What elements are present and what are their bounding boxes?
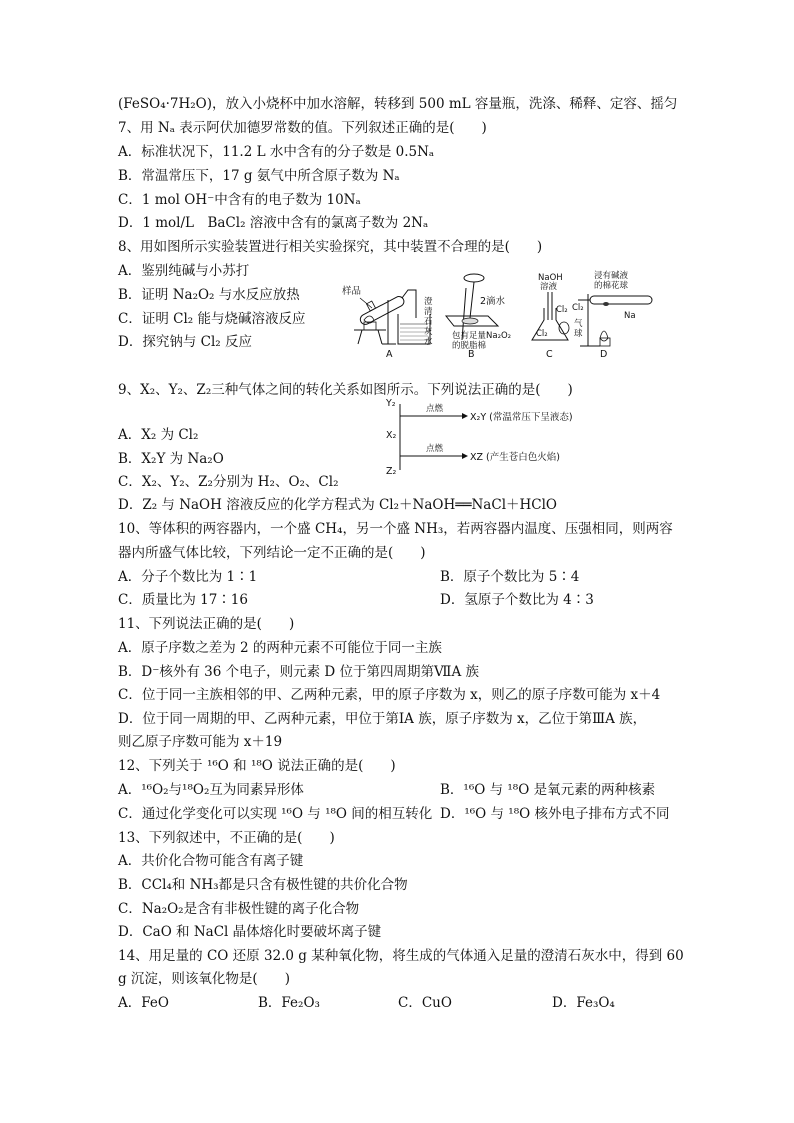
label-two-drops: 2滴水 <box>480 296 506 307</box>
q14-option-a: A．FeO <box>118 995 169 1011</box>
q7-option-a: A．标准状况下，11.2 L 水中含有的分子数是 0.5Nₐ <box>118 144 435 160</box>
apparatus-d <box>572 270 652 360</box>
q11-option-a: A．原子序数之差为 2 的两种元素不可能位于同一主族 <box>118 640 442 656</box>
q12-option-b: B．¹⁶O 与 ¹⁸O 是氧元素的两种核素 <box>440 782 656 798</box>
label-cl2-flask: Cl₂ <box>536 329 548 339</box>
apparatus-a <box>342 285 433 360</box>
q12-option-d: D．¹⁶O 与 ¹⁸O 核外电子排布方式不同 <box>440 806 670 822</box>
q13-stem: 13、下列叙述中，不正确的是( ) <box>118 830 335 846</box>
label-naoh-1: NaOH <box>538 273 563 283</box>
q9-option-b: B．X₂Y 为 Na₂O <box>118 451 224 467</box>
q9-conversion-diagram <box>386 396 626 478</box>
label-alkali-1: 浸有碱液 <box>594 271 629 281</box>
label-cotton-2: 的脱脂棉 <box>452 341 487 351</box>
label-y2: Y₂ <box>386 398 396 409</box>
label-balloon-2: 球 <box>574 329 583 339</box>
q11-option-b: B．D⁻核外有 36 个电子，则元素 D 位于第四周期第ⅦA 族 <box>118 664 479 680</box>
q8-stem: 8、用如图所示实验装置进行相关实验探究，其中装置不合理的是( ) <box>118 239 543 255</box>
q13-option-d: D．CaO 和 NaCl 晶体熔化时要破坏离子键 <box>118 924 382 940</box>
q13-option-b: B．CCl₄和 NH₃都是只含有极性键的共价化合物 <box>118 877 408 893</box>
label-x2: X₂ <box>386 430 397 441</box>
label-ignite-2: 点燃 <box>426 444 444 454</box>
label-cotton-1: 包有足量Na₂O₂ <box>452 331 512 341</box>
label-lime-2: 清 <box>424 307 433 317</box>
q9-option-c: C．X₂、Y₂、Z₂分别为 H₂、O₂、Cl₂ <box>118 474 339 490</box>
label-lime-3: 石 <box>424 317 433 327</box>
label-b: B <box>468 349 475 360</box>
q12-stem: 12、下列关于 ¹⁶O 和 ¹⁸O 说法正确的是( ) <box>118 758 396 774</box>
label-a: A <box>386 349 393 360</box>
label-lime-4: 灰 <box>424 327 433 337</box>
q11-stem: 11、下列说法正确的是( ) <box>118 616 295 632</box>
label-balloon-1: 气 <box>574 319 583 329</box>
label-c: C <box>546 349 553 360</box>
q8-option-b: B．证明 Na₂O₂ 与水反应放热 <box>118 287 300 303</box>
q12-option-c: C．通过化学变化可以实现 ¹⁶O 与 ¹⁸O 间的相互转化 <box>118 806 433 822</box>
q8-apparatus-figure <box>338 268 658 360</box>
q14-option-d: D．Fe₃O₄ <box>552 995 615 1011</box>
label-alkali-2: 的棉花球 <box>594 281 629 291</box>
label-lime-1: 澄 <box>424 297 433 307</box>
q12-option-a: A．¹⁶O₂与¹⁸O₂互为同素异形体 <box>118 782 304 798</box>
label-cl2-c: Cl₂ <box>556 305 568 315</box>
q14-stem-1: 14、用足量的 CO 还原 32.0 g 某种氧化物，将生成的气体通入足量的澄清石灰水中，得到 60 <box>118 948 684 964</box>
q10-option-a: A．分子个数比为 1∶1 <box>118 569 258 585</box>
q10-option-c: C．质量比为 17∶16 <box>118 592 248 608</box>
q11-option-d-2: 则乙原子序数可能为 x＋19 <box>118 734 283 750</box>
top-line: (FeSO₄·7H₂O)，放入小烧杯中加水溶解，转移到 500 mL 容量瓶，洗涤、稀释、定容、摇匀 <box>118 96 678 112</box>
q10-option-d: D．氢原子个数比为 4∶3 <box>440 592 594 608</box>
q7-option-c: C．1 mol OH⁻中含有的电子数为 10Nₐ <box>118 192 361 208</box>
q7-option-b: B．常温常压下，17 g 氨气中所含原子数为 Nₐ <box>118 168 400 184</box>
label-product-2: XZ (产生苍白色火焰) <box>470 452 560 463</box>
label-z2: Z₂ <box>386 466 397 477</box>
label-lime-5: 水 <box>424 337 433 347</box>
q7-stem: 7、用 Nₐ 表示阿伏加德罗常数的值。下列叙述正确的是( ) <box>118 120 487 136</box>
q7-option-d: D．1 mol/L BaCl₂ 溶液中含有的氯离子数为 2Nₐ <box>118 215 429 231</box>
label-ignite-1: 点燃 <box>426 404 444 414</box>
q8-option-c: C．证明 Cl₂ 能与烧碱溶液反应 <box>118 311 306 327</box>
q14-option-c: C．CuO <box>398 995 452 1011</box>
label-naoh-2: 溶液 <box>540 282 558 292</box>
label-sample: 样品 <box>342 286 362 297</box>
q11-option-d-1: D．位于同一周期的甲、乙两种元素，甲位于第ⅠA 族，原子序数为 x，乙位于第ⅢA 族， <box>118 711 647 727</box>
q9-option-d: D．Z₂ 与 NaOH 溶液反应的化学方程式为 Cl₂＋NaOH══NaCl＋HClO <box>118 497 557 513</box>
apparatus-c <box>532 273 583 360</box>
q8-option-d: D．探究钠与 Cl₂ 反应 <box>118 334 252 350</box>
q9-option-a: A．X₂ 为 Cl₂ <box>118 427 199 443</box>
label-product-1: X₂Y (常温常压下呈液态) <box>470 412 573 423</box>
label-cl2-d: Cl₂ <box>572 303 584 313</box>
label-na: Na <box>624 311 636 321</box>
q11-option-c: C．位于同一主族相邻的甲、乙两种元素，甲的原子序数为 x，则乙的原子序数可能为 x＋4 <box>118 687 661 703</box>
q14-option-b: B．Fe₂O₃ <box>258 995 320 1011</box>
q8-option-a: A．鉴别纯碱与小苏打 <box>118 263 250 279</box>
apparatus-b <box>446 274 511 360</box>
q10-option-b: B．原子个数比为 5∶4 <box>440 569 580 585</box>
q9-stem: 9、X₂、Y₂、Z₂三种气体之间的转化关系如图所示。下列说法正确的是( ) <box>118 382 573 398</box>
q13-option-a: A．共价化合物可能含有离子键 <box>118 853 304 869</box>
q14-stem-2: g 沉淀，则该氧化物是( ) <box>118 971 290 987</box>
label-d: D <box>600 349 608 360</box>
q10-stem-1: 10、等体积的两容器内，一个盛 CH₄，另一个盛 NH₃，若两容器内温度、压强相同，则两容 <box>118 521 673 537</box>
q13-option-c: C．Na₂O₂是含有非极性键的离子化合物 <box>118 901 360 917</box>
q10-stem-2: 器内所盛气体比较，下列结论一定不正确的是( ) <box>118 545 426 561</box>
